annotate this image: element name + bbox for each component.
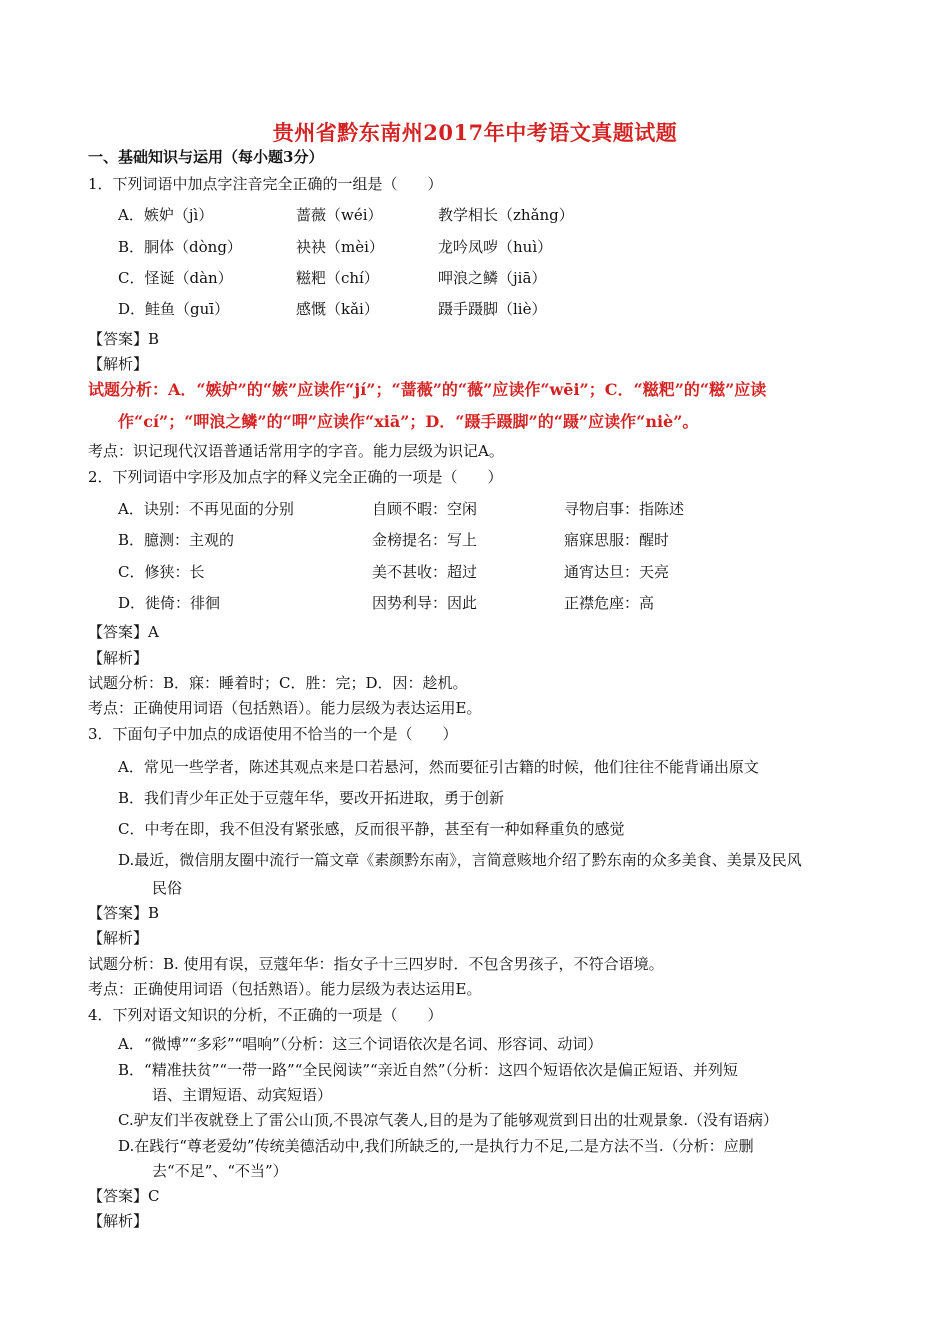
q1-c-1: C．怪诞（dàn） [118,269,233,287]
q1-c-3: 呷浪之鳞（jiā） [438,269,547,287]
q3-option-a: A．常见一些学者，陈述其观点来是口若悬河，然而要征引古籍的时候，他们往往不能背诵出原文 [118,758,759,776]
q2-c-3: 通宵达旦：天亮 [564,563,670,581]
q2-a-1: A．诀别：不再见面的分别 [118,500,294,518]
q4-analysis-label: 【解析】 [88,1212,149,1230]
q1-answer: 【答案】B [88,330,160,348]
q1-a-3: 教学相长（zhǎng） [438,206,574,224]
page-title: 贵州省黔东南州2017年中考语文真题试题 [272,120,678,145]
q3-option-c: C．中考在即，我不但没有紧张感，反而很平静，甚至有一种如释重负的感觉 [118,820,625,838]
q1-d-2: 感慨（kǎi） [296,300,379,318]
q2-d-3: 正襟危座：高 [564,594,655,612]
q1-d-1: D．鲑鱼（guī） [118,300,230,318]
q1-stem: 1．下列词语中加点字注音完全正确的一组是（ ） [88,175,443,193]
q2-a-3: 寻物启事：指陈述 [564,500,685,518]
q4-option-a: A．“微博”“多彩”“唱响”（分析：这三个词语依次是名词、形容词、动词） [118,1035,603,1053]
q3-option-d-line2: 民俗 [152,879,183,897]
q3-point: 考点：正确使用词语（包括熟语）。能力层级为表达运用E。 [88,980,482,998]
q1-d-3: 蹑手蹑脚（liè） [438,300,547,318]
q4-option-d-line2: 去“不足”、“不当”） [152,1162,288,1180]
q1-c-2: 糍粑（chí） [296,269,379,287]
q1-b-3: 龙吟凤哕（huì） [438,238,553,256]
q2-b-1: B．臆测：主观的 [118,531,235,549]
q2-d-1: D．徙倚：徘徊 [118,594,221,612]
q1-point: 考点：识记现代汉语普通话常用字的字音。能力层级为识记A。 [88,442,504,460]
q3-analysis-label: 【解析】 [88,929,149,947]
q2-stem: 2．下列词语中字形及加点字的释义完全正确的一项是（ ） [88,468,503,486]
q2-b-3: 寤寐思服：醒时 [564,531,670,549]
q3-option-d-line1: D.最近，微信朋友圈中流行一篇文章《素颜黔东南》，言简意赅地介绍了黔东南的众多美食、美景及民风 [118,851,802,869]
q4-stem: 4．下列对语文知识的分析，不正确的一项是（ ） [88,1006,443,1024]
q2-a-2: 自顾不暇：空闲 [372,500,478,518]
q3-stem: 3．下面句子中加点的成语使用不恰当的一个是（ ） [88,725,458,743]
q4-option-c: C.驴友们半夜就登上了雷公山顶,不畏凉气袭人,目的是为了能够观赏到日出的壮观景象.（没有语病） [118,1111,779,1129]
q4-option-d-line1: D.在践行“尊老爱幼”传统美德活动中,我们所缺乏的,一是执行力不足,二是方法不当.（分析：应删 [118,1137,754,1155]
q2-b-2: 金榜提名：写上 [372,531,478,549]
q1-analysis-label: 【解析】 [88,355,149,373]
q1-a-1: A．嫉妒（jì） [118,206,214,224]
q2-c-2: 美不甚收：超过 [372,563,478,581]
q1-a-2: 蔷薇（wéi） [296,206,383,224]
q1-analysis-line2: 作“cí”；“呷浪之鳞”的“呷”应读作“xiā”；D．“蹑手蹑脚”的“蹑”应读作“niè”。 [118,412,699,431]
q4-answer: 【答案】C [88,1187,160,1205]
q2-analysis: 试题分析：B．寐：睡着时；C．胜：完；D．因：趁机。 [88,674,468,692]
section-heading: 一、基础知识与运用（每小题3分） [88,148,324,166]
q3-option-b: B．我们青少年正处于豆蔻年华，要改开拓进取，勇于创新 [118,789,505,807]
q2-d-2: 因势利导：因此 [372,594,478,612]
q1-analysis-line1: 试题分析：A．“嫉妒”的“嫉”应读作“jí”；“蔷薇”的“薇”应读作“wēi”；C．“糍粑”的“糍”应读 [88,380,767,399]
q1-b-1: B．胴体（dòng） [118,238,242,256]
q4-option-b-line1: B．“精准扶贫”“一带一路”“全民阅读”“亲近自然”（分析：这四个短语依次是偏正短语、并列短 [118,1061,738,1079]
q2-answer: 【答案】A [88,623,159,641]
q3-answer: 【答案】B [88,904,160,922]
q2-point: 考点：正确使用词语（包括熟语）。能力层级为表达运用E。 [88,699,482,717]
q2-c-1: C．修狭：长 [118,563,205,581]
q3-analysis: 试题分析：B. 使用有误，豆蔻年华：指女子十三四岁时．不包含男孩子，不符合语境。 [88,955,664,973]
q2-analysis-label: 【解析】 [88,649,149,667]
q4-option-b-line2: 语、主谓短语、动宾短语） [152,1086,333,1104]
q1-b-2: 袂袂（mèi） [296,238,384,256]
